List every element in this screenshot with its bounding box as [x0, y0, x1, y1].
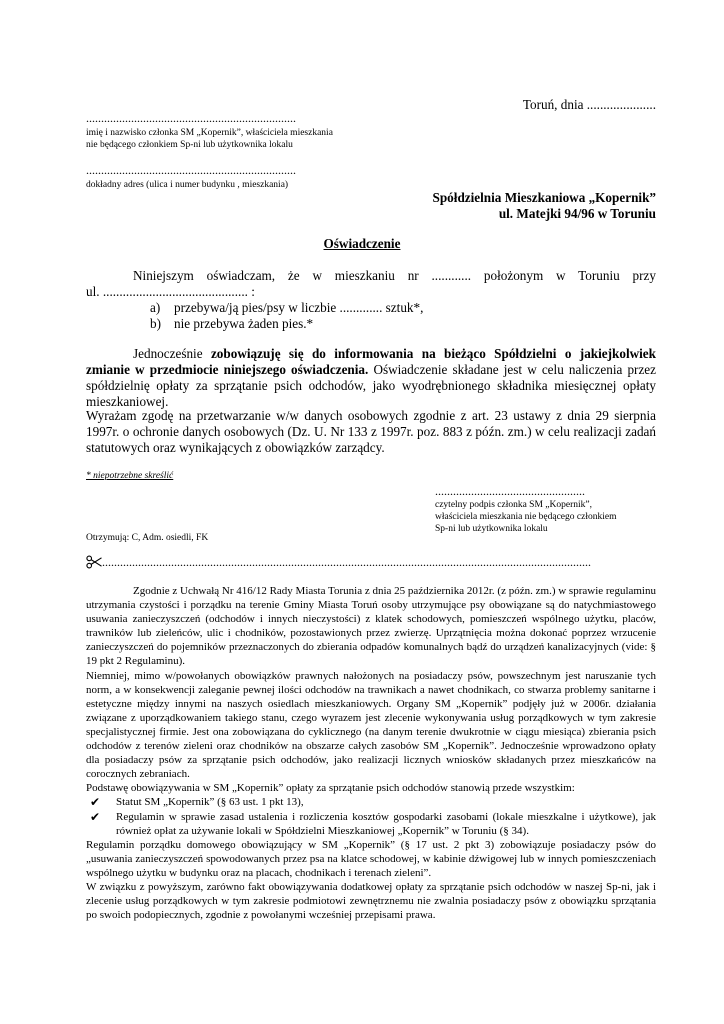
- legal-basis-list: [86, 795, 656, 837]
- list-item: [86, 810, 656, 838]
- list-item-text: Regulamin w sprawie zasad ustalenia i rozliczenia kosztów gospodarki zasobami (lokale mieszkalne i użytkowe), jak również opłat za używanie lokali w Spółdzielni Mieszkaniowej „Kopernik” w Toruniu (§ 34).: [116, 810, 656, 837]
- list-item-text: Statut SM „Kopernik” (§ 63 ust. 1 pkt 13),: [116, 796, 304, 809]
- signature-line: ..................................................: [435, 484, 585, 498]
- footnote: * niepotrzebne skreślić: [86, 471, 174, 481]
- checkmark-icon: ✔: [90, 809, 101, 824]
- info-paragraph: W związku z powyższym, zarówno fakt obowiązywania dodatkowej opłaty za sprzątanie psich odchodów w naszej Sp-ni, jak i zlecenie usług porządkowych w tym zakresie podmiotowi zewnętrznemu nie zwalnia posiadaczy psów z obowiązku sprzątania po swoich podopiecznych, zgodnie z powołanymi wcześniej przepisami prawa.: [86, 880, 656, 922]
- name-fill-line: ......................................................................: [86, 111, 296, 125]
- document-title: Oświadczenie: [323, 236, 401, 251]
- recipients-note: Otrzymują: C, Adm. osiedli, FK: [86, 533, 209, 543]
- option-b-marker: b): [150, 316, 161, 331]
- commitment-prefix: Jednocześnie: [133, 346, 211, 361]
- signature-caption: czytelny podpis członka SM „Kopernik”,: [435, 500, 592, 510]
- consent-paragraph: Wyrażam zgodę na przetwarzanie w/w danych osobowych zgodnie z art. 23 ustawy z dnia 29 sierpnia 1997r. o ochronie danych osobowych (Dz. U. Nr 133 z 1997r. poz. 883 z późn. zm.) w celu realizacji zadań statutowych oraz wynikających z obowiązków zarządcy.: [86, 408, 656, 455]
- cut-line: [86, 553, 656, 571]
- declaration-intro: Niniejszym oświadczam, że w mieszkaniu nr ............ położonym w Toruniu przy: [133, 268, 656, 283]
- info-paragraph: Regulamin porządku domowego obowiązujący w SM „Kopernik” (§ 17 ust. 2 pkt 3) zobowiązuje posiadaczy psów do „usuwania zanieczyszczeń spowodowanych przez psa na klatce schodowej, w kabinie dźwigowej lub w innych pomieszczeniach wspólnego użytku w budynku oraz na placach, chodnikach i terenach zieleni”.: [86, 838, 656, 879]
- scissors-icon: [86, 555, 102, 569]
- recipient-name: Spółdzielnia Mieszkaniowa „Kopernik”: [432, 190, 656, 205]
- info-paragraph: Podstawę obowiązywania w SM „Kopernik” opłaty za sprzątanie psich odchodów stanowią przede wszystkim:: [86, 782, 575, 795]
- checkmark-icon: ✔: [90, 795, 101, 810]
- recipient-address: ul. Matejki 94/96 w Toruniu: [498, 206, 656, 221]
- signature-caption: właściciela mieszkania nie będącego członkiem: [435, 512, 617, 522]
- commitment-rest: Oświadczenie składane jest w celu naliczenia przez spółdzielnię opłaty za sprzątanie psich odchodów, jako wyodrębnionego składnika miesięcznej opłaty mieszkaniowej.: [86, 362, 657, 409]
- commitment-bold: zobowiązuję się do informowania na bieżąco Spółdzielni o jakiejkolwiek zmianie w przedmiocie niniejszego oświadczenia.: [86, 346, 656, 377]
- place-date: Toruń, dnia .....................: [522, 97, 656, 112]
- info-section: [86, 584, 656, 922]
- list-item: [86, 795, 656, 809]
- option-a-marker: a): [150, 300, 161, 315]
- address-fill-line: ......................................................................: [86, 163, 296, 177]
- declaration-street: ul. ............................................ :: [86, 284, 255, 299]
- info-paragraph: Niemniej, mimo w/powołanych obowiązków prawnych nałożonych na posiadaczy psów, powszechnym jest naruszanie tych norm, a w konsekwencji zaleganie pewnej ilości odchodów na trawnikach a nawet chodnikach, co stwarza problemy sanitarne i estetyczne między innymi na naszych osiedlach mieszkaniowych. Organy SM „Kopernik” podjęły już w 2006r. działania związane z uporządkowaniem takiego stanu, czego wyrazem jest zlecenie wykonywania usług porządkowych w tym zakresie specjalistycznej firmie. Jest ona zobowiązana do cyklicznego (na danym terenie dwukrotnie w ciągu miesiąca) zbierania psich odchodów z terenów zieleni oraz chodników na obszarze całych zasobów SM „Kopernik”. Jednocześnie wprowadzono opłaty dla posiadaczy psów za sprzątanie psich odchodów, jako realizacji licznych wniosków składanych przez mieszkańców na corocznych zebraniach.: [86, 669, 656, 781]
- name-caption: imię i nazwisko członka SM „Kopernik”, właściciela mieszkania: [86, 128, 333, 138]
- signature-caption: Sp-ni lub użytkownika lokalu: [435, 524, 548, 534]
- commitment-paragraph: [86, 346, 656, 410]
- address-caption: dokładny adres (ulica i numer budynku , mieszkania): [86, 180, 289, 190]
- name-caption: nie będącego członkiem Sp-ni lub użytkownika lokalu: [86, 140, 293, 150]
- info-paragraph: Zgodnie z Uchwałą Nr 416/12 Rady Miasta Torunia z dnia 25 października 2012r. (z późn. zm.) w sprawie regulaminu utrzymania czystości i porządku na terenie Gminy Miasta Toruń osoby utrzymujące psy obowiązane są do natychmiastowego usuwania zanieczyszczeń (odchodów i innych nieczystości) z klatek schodowych, pomieszczeń wspólnego użytku, placów, trawników lub zieleńców, ulic i chodników, pozostawionych przez zwierzę. Uprzątnięcia można dokonać poprzez wrzucenie zanieczyszczeń do pojemników przeznaczonych do zbierania odpadów komunalnych bądź do urządzeń kanalizacyjnych (vide: § 19 pkt 2 Regulaminu).: [86, 585, 656, 668]
- option-b: nie przebywa żaden pies.*: [174, 316, 314, 331]
- cut-dots: ...................................................................................................................................................................: [102, 554, 591, 569]
- option-a: przebywa/ją pies/psy w liczbie ............. sztuk*,: [174, 300, 424, 315]
